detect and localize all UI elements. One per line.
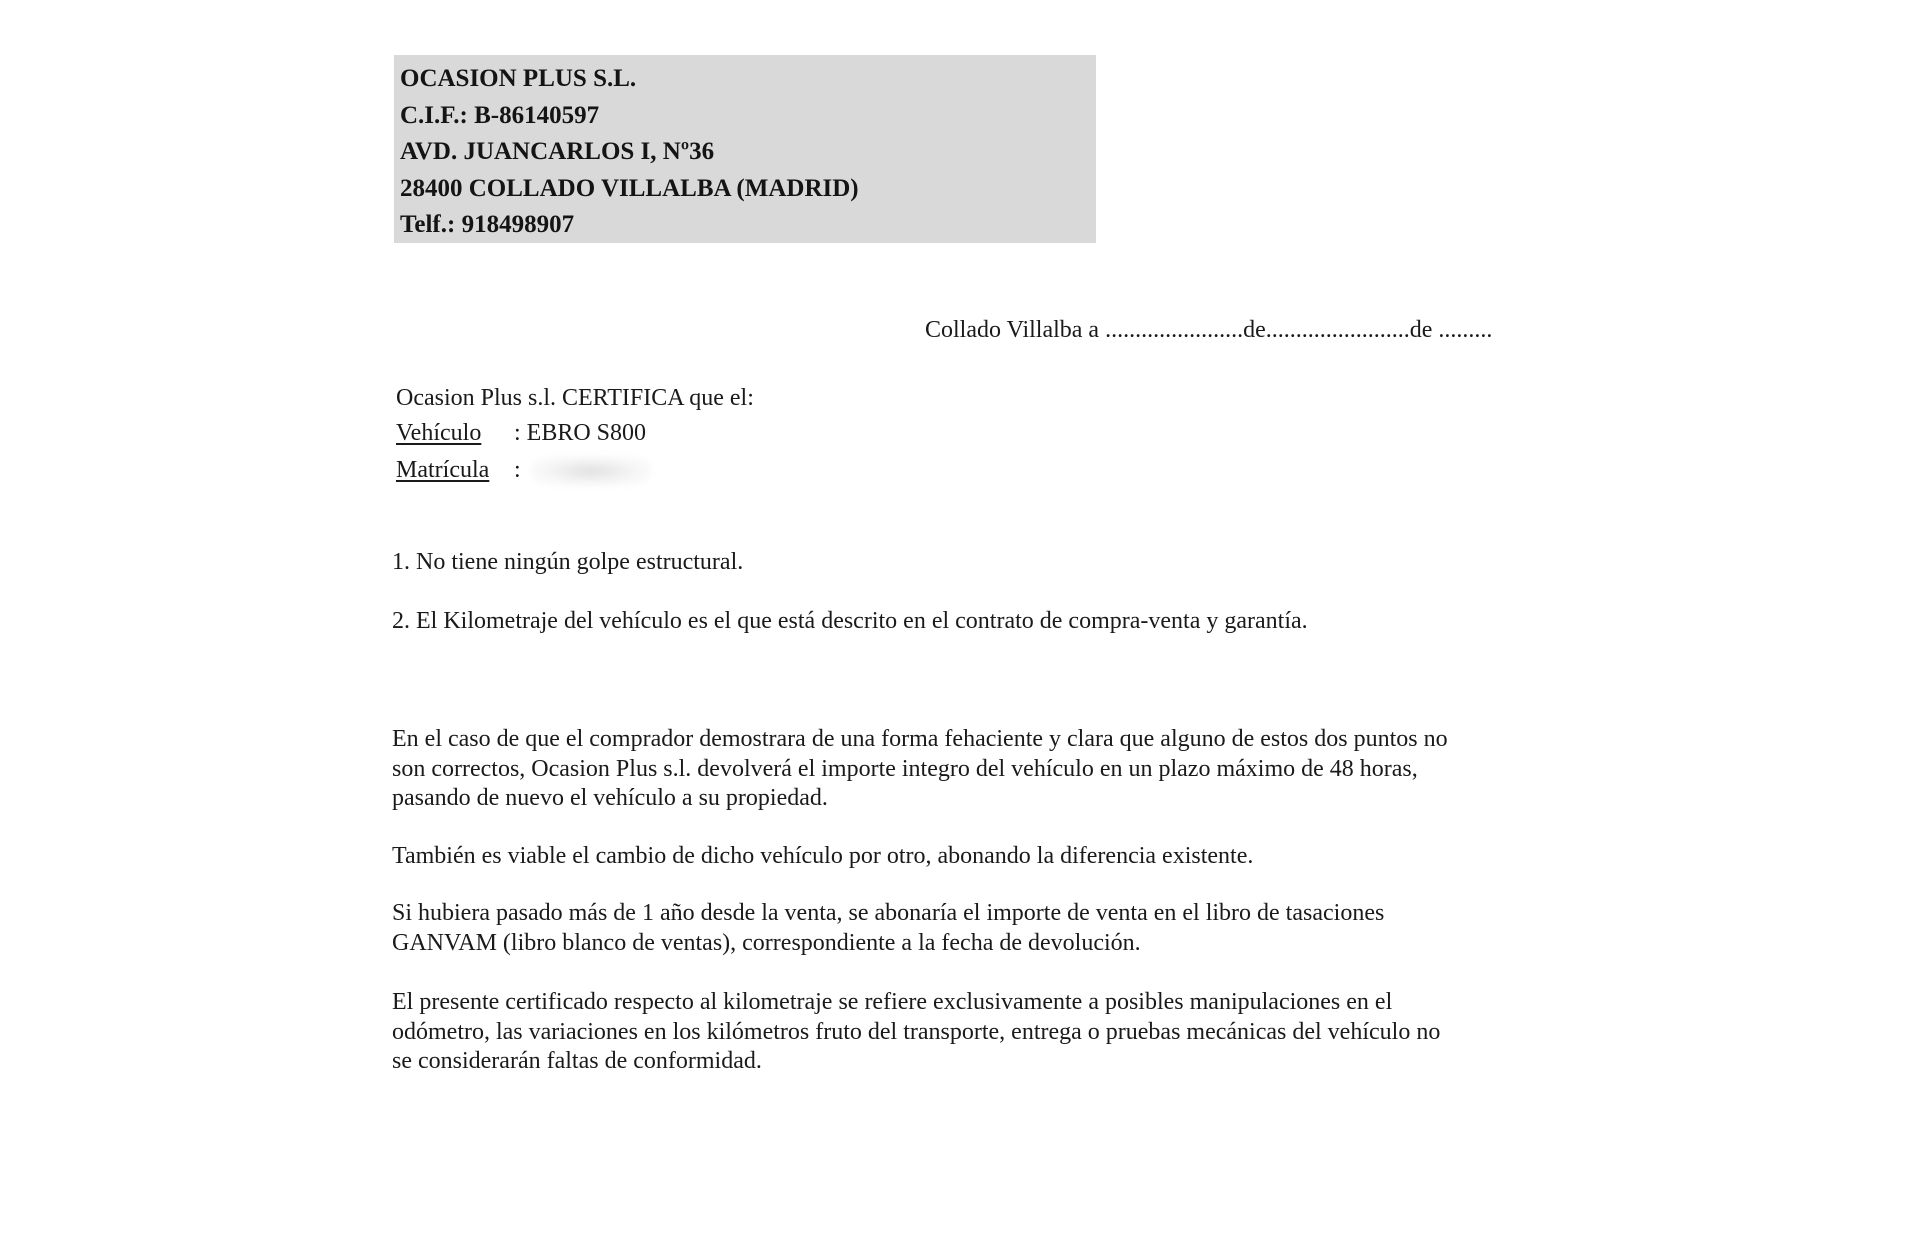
company-phone: Telf.: 918498907	[400, 211, 575, 239]
paragraph-refund	[392, 725, 1572, 814]
company-header-box	[394, 55, 1096, 243]
plate-label: Matrícula	[396, 457, 490, 483]
vehicle-value: : EBRO S800	[514, 420, 647, 446]
paragraph-line: GANVAM (libro blanco de ventas), correspondiente a la fecha de devolución.	[392, 929, 1141, 956]
certificate-intro: Ocasion Plus s.l. CERTIFICA que el:	[396, 385, 754, 411]
paragraph-line: También es viable el cambio de dicho vehículo por otro, abonando la diferencia existente.	[392, 843, 1254, 869]
company-address: AVD. JUANCARLOS I, Nº36	[400, 138, 715, 166]
plate-row	[396, 454, 651, 486]
date-line: Collado Villalba a .......................de........................de .........	[925, 317, 1493, 343]
paragraph-line: El presente certificado respecto al kilometraje se refiere exclusivamente a posibles manipulaciones en el	[392, 989, 1393, 1015]
point-structural: 1. No tiene ningún golpe estructural.	[392, 549, 744, 575]
vehicle-row	[396, 417, 646, 449]
paragraph-ganvam	[392, 899, 1572, 958]
paragraph-line: odómetro, las variaciones en los kilómetros fruto del transporte, entrega o pruebas mecánicas del vehículo no	[392, 1018, 1441, 1045]
redacted-plate-blur	[531, 456, 651, 486]
paragraph-odometer	[392, 988, 1572, 1077]
company-cif: C.I.F.: B-86140597	[400, 101, 600, 129]
company-name: OCASION PLUS S.L.	[400, 65, 637, 92]
vehicle-label: Vehículo	[396, 420, 482, 446]
paragraph-exchange	[392, 842, 1572, 872]
paragraph-line: son correctos, Ocasion Plus s.l. devolverá el importe integro del vehículo en un plazo máximo de 48 horas,	[392, 755, 1418, 782]
paragraph-line: En el caso de que el comprador demostrara de una forma fehaciente y clara que alguno de estos dos puntos no	[392, 726, 1448, 752]
point-mileage: 2. El Kilometraje del vehículo es el que está descrito en el contrato de compra-venta y garantía.	[392, 608, 1308, 634]
paragraph-line: pasando de nuevo el vehículo a su propiedad.	[392, 785, 828, 811]
paragraph-line: Si hubiera pasado más de 1 año desde la venta, se abonaría el importe de venta en el libro de tasaciones	[392, 900, 1385, 926]
company-city: 28400 COLLADO VILLALBA (MADRID)	[400, 174, 859, 202]
paragraph-line: se considerarán faltas de conformidad.	[392, 1048, 762, 1074]
plate-value: :	[514, 457, 521, 483]
